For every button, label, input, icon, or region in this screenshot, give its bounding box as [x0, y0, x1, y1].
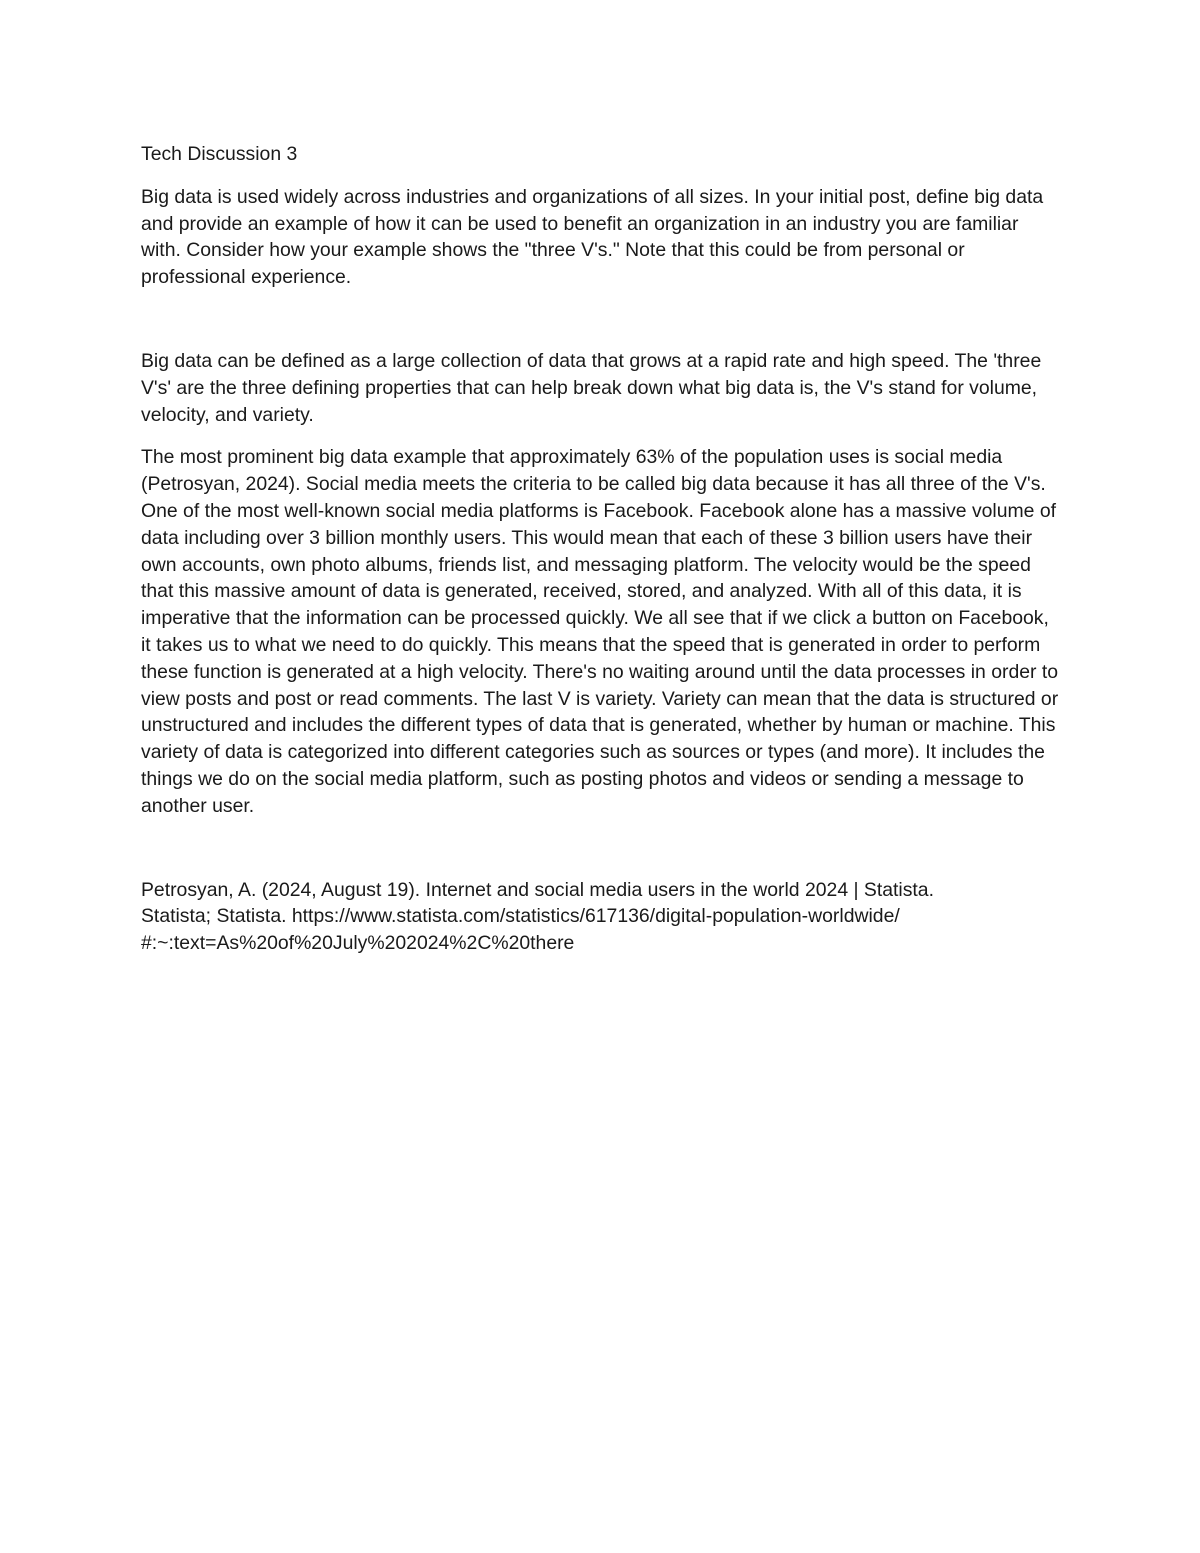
document-title: Tech Discussion 3 [141, 143, 298, 165]
answer-paragraph-definition: Big data can be defined as a large collection of data that grows at a rapid rate and high speed. The 'three V's' are the three defining properties that can help break down what big data is, the V's stand for volume, velocity, and variety. [141, 349, 1042, 426]
reference-line: Petrosyan, A. (2024, August 19). Internet and social media users in the world 2024 | Statista. [141, 878, 934, 901]
reference-citation [141, 877, 1061, 957]
answer-paragraph-example: The most prominent big data example that approximately 63% of the population uses is social media (Petrosyan, 2024). Social media meets the criteria to be called big data because it has all three of the V's. One of the most well-known social media platforms is Facebook. Facebook alone has a massive volume of data including over 3 billion monthly users. This would mean that each of these 3 billion users have their own accounts, own photo albums, friends list, and messaging platform. The velocity would be the speed that this massive amount of data is generated, received, stored, and analyzed. With all of this data, it is imperative that the information can be processed quickly. We all see that if we click a button on Facebook, it takes us to what we need to do quickly. This means that the speed that is generated in order to perform these function is generated at a high velocity. There's no waiting around until the data processes in order to view posts and post or read comments. The last V is variety. Variety can mean that the data is structured or unstructured and includes the different types of data that is generated, whether by human or machine. This variety of data is categorized into different categories such as sources or types (and more). It includes the things we do on the social media platform, such as posting photos and videos or sending a message to another user. [141, 446, 1059, 817]
discussion-prompt: Big data is used widely across industries and organizations of all sizes. In your initial post, define big data and provide an example of how it can be used to benefit an organization in an industry you are familiar with. Consider how your example shows the "three V's." Note that this could be from personal or professional experience. [141, 185, 1044, 289]
reference-line: Statista; Statista. https://www.statista.com/statistics/617136/digital-population-worldwide/ [141, 905, 900, 928]
reference-line: #:~:text=As%20of%20July%202024%2C%20there [141, 932, 575, 955]
document-body [141, 141, 1061, 957]
